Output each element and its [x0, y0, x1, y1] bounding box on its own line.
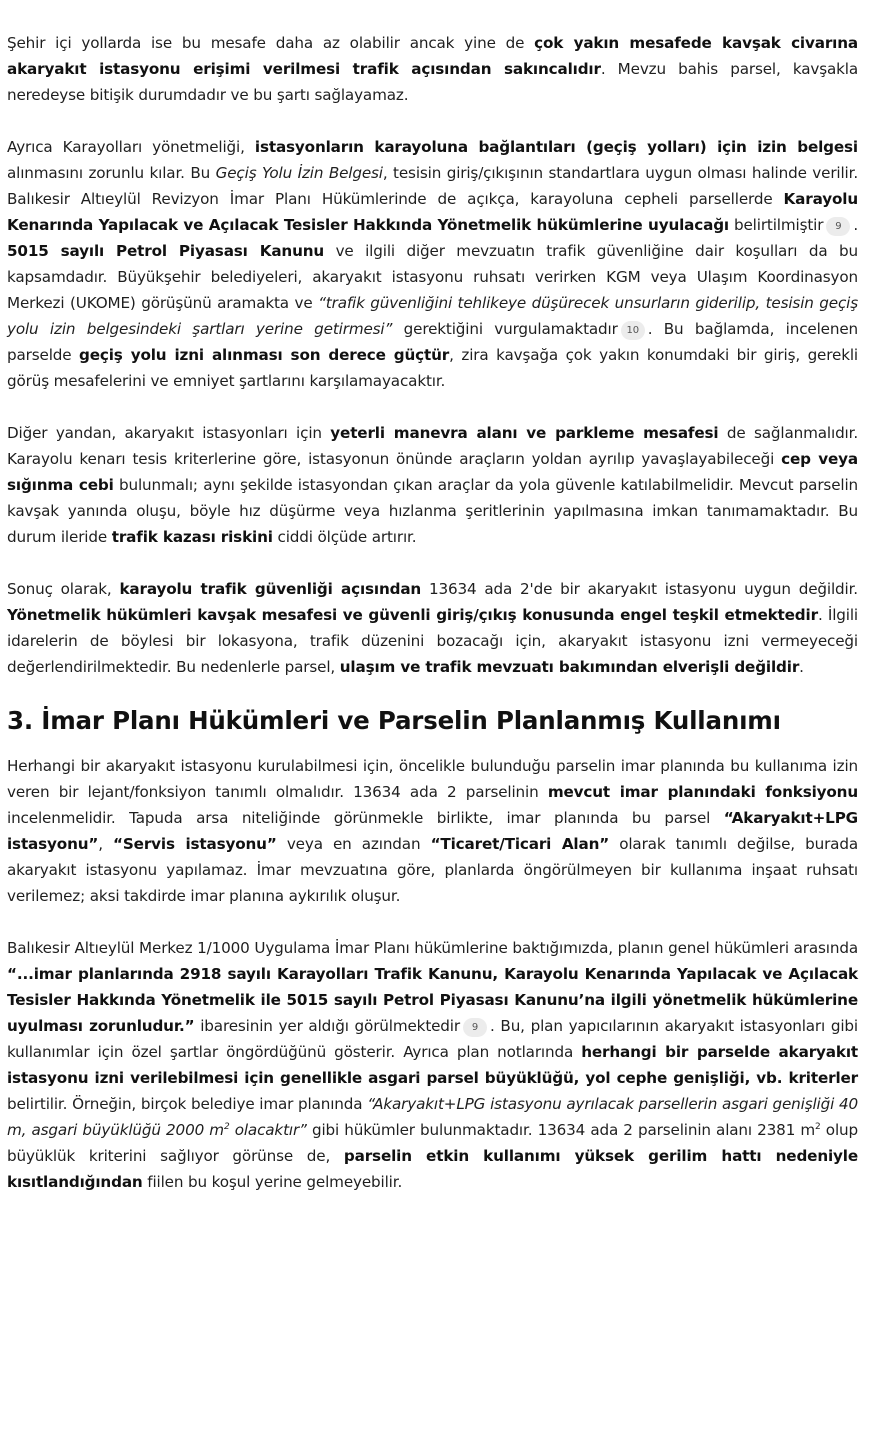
bold-text: geçiş yolu izni alınması son derece güçtür: [79, 346, 450, 364]
citation-badge[interactable]: 9: [826, 217, 850, 236]
bold-text: istasyonların karayoluna bağlantıları (geçiş yolları) için izin belgesi: [254, 138, 858, 156]
text: , zira kavşağa çok yakın konumdaki bir giriş, gerekli görüş mesafelerini ve emniyet şartlarını karşılamayacaktır.: [7, 346, 858, 390]
text: Şehir içi yollarda ise bu mesafe daha az olabilir ancak yine de: [7, 34, 535, 52]
paragraph-3: [7, 420, 858, 550]
text: Herhangi bir akaryakıt istasyonu kurulabilmesi için, öncelikle bulunduğu parselin imar planında bu kullanıma izin veren bir lejant/fonksiyon tanımlı olmalıdır. 13634 ada 2 parselinin: [7, 757, 858, 801]
text: .: [799, 658, 804, 676]
text: ve ilgili diğer mevzuatın trafik güvenliğine dair koşulları da bu kapsamdadır. Büyükşehir belediyeleri, akaryakıt istasyonu ruhsatı verirken KGM veya Ulaşım Koordinasyon Merkezi (UKOME) görüşünü aramakta ve: [7, 242, 858, 312]
bold-quote: “...imar planlarında 2918 sayılı Karayolları Trafik Kanunu, Karayolu Kenarında Yapılacak ve Açılacak Tesisler Hakkında Yönetmelik ile 5015 sayılı Petrol Piyasası Kanunu’na ilgili yönetmelik hükümlerine uyulması zorunludur.”: [7, 965, 858, 1035]
bold-text: 5015 sayılı Petrol Piyasası Kanunu: [7, 242, 325, 260]
text: Sonuç olarak,: [7, 580, 120, 598]
text: , tesisin giriş/çıkışının standartlara uygun olması halinde verilir. Balıkesir Altıeylül Revizyon İmar Planı Hükümlerinde de açıkça, karayoluna cepheli parsellerde: [7, 164, 858, 208]
text: olarak tanımlı değilse, burada akaryakıt istasyonu yapılamaz. İmar mevzuatına göre, planlarda öngörülmeyen bir kullanıma inşaat ruhsatı verilemez; aksi takdirde imar planına aykırılık oluşur.: [7, 835, 858, 905]
paragraph-1: [7, 30, 858, 108]
bold-text: “Ticaret/Ticari Alan”: [430, 835, 610, 853]
bold-text: çok yakın mesafede kavşak civarına akaryakıt istasyonu erişimi verilmesi trafik açısından sakıncalıdır: [7, 34, 858, 78]
text: fiilen bu koşul yerine gelmeyebilir.: [142, 1173, 403, 1191]
text: alınmasını zorunlu kılar. Bu: [7, 164, 216, 182]
text: . Mevzu bahis parsel, kavşakla neredeyse bitişik durumdadır ve bu şartı sağlayamaz.: [7, 60, 858, 104]
text: ibaresinin yer aldığı görülmektedir: [194, 1017, 460, 1035]
text: .: [853, 216, 858, 234]
text: gibi hükümler bulunmaktadır. 13634 ada 2 parselinin alanı 2381 m: [306, 1121, 816, 1139]
text: ,: [98, 835, 114, 853]
paragraph-2: [7, 134, 858, 394]
bold-text: karayolu trafik güvenliği açısından: [119, 580, 422, 598]
text: bulunmalı; aynı şekilde istasyondan çıkan araçlar da yola güvenle katılabilmelidir. Mevcut parselin kavşak yanında oluşu, böyle hız düşürme veya hızlanma şeritlerinin yapılmasına imkan tanımamaktadır. Bu durum ileride: [7, 476, 859, 546]
text: ciddi ölçüde artırır.: [272, 528, 417, 546]
text: . İlgili idarelerin de böylesi bir lokasyona, trafik düzenini bozacağı için, akaryakıt istasyonu izni vermeyeceği değerlendirilmektedir. Bu nedenlerle parsel,: [7, 606, 858, 676]
text: gerektiğini vurgulamaktadır: [392, 320, 618, 338]
bold-text: herhangi bir parselde akaryakıt istasyonu izni verilebilmesi için genellikle asgari parsel büyüklüğü, yol cephe genişliği, vb. kriterler: [7, 1043, 858, 1087]
paragraph-4: [7, 576, 858, 680]
bold-text: ulaşım ve trafik mevzuatı bakımından elverişli değildir: [339, 658, 800, 676]
text: olup büyüklük kriterini sağlıyor görünse de,: [7, 1121, 858, 1165]
text: 13634 ada 2'de bir akaryakıt istasyonu uygun değildir.: [421, 580, 858, 598]
superscript: 2: [815, 1121, 821, 1132]
paragraph-5: [7, 753, 858, 909]
text: . Bu, plan yapıcılarının akaryakıt istasyonları gibi kullanımlar için özel şartlar öngördüğünü gösterir. Ayrıca plan notlarında: [7, 1017, 858, 1061]
bold-text: trafik kazası riskini: [111, 528, 273, 546]
text: belirtilmiştir: [729, 216, 824, 234]
text: Balıkesir Altıeylül Merkez 1/1000 Uygulama İmar Planı hükümlerine baktığımızda, planın genel hükümleri arasında: [7, 939, 858, 957]
italic-text: Geçiş Yolu İzin Belgesi: [215, 164, 383, 182]
text: Ayrıca Karayolları yönetmeliği,: [7, 138, 255, 156]
citation-badge[interactable]: 9: [463, 1018, 487, 1037]
bold-text: mevcut imar planındaki fonksiyonu: [547, 783, 858, 801]
bold-text: parselin etkin kullanımı yüksek gerilim hattı nedeniyle kısıtlandığından: [7, 1147, 858, 1191]
text: belirtilir. Örneğin, birçok belediye imar planında: [7, 1095, 368, 1113]
section-heading: 3. İmar Planı Hükümleri ve Parselin Planlanmış Kullanımı: [7, 706, 781, 735]
paragraph-6: [7, 935, 858, 1195]
bold-text: “Akaryakıt+LPG istasyonu”: [7, 809, 858, 853]
citation-badge[interactable]: 10: [621, 321, 645, 340]
bold-text: Karayolu Kenarında Yapılacak ve Açılacak Tesisler Hakkında Yönetmelik hükümlerine uyulacağı: [7, 190, 858, 234]
superscript: 2: [223, 1121, 230, 1132]
text: olacaktır”: [229, 1121, 307, 1139]
bold-text: Yönetmelik hükümleri kavşak mesafesi ve güvenli giriş/çıkış konusunda engel teşkil etmektedir: [7, 606, 818, 624]
italic-quote: “trafik güvenliğini tehlikeye düşürecek unsurların giderilip, tesisin geçiş yolu izin belgesindeki şartları yerine getirmesi”: [7, 294, 858, 338]
text: incelenmelidir. Tapuda arsa niteliğinde görünmekle birlikte, imar planında bu parsel: [7, 809, 724, 827]
text: Diğer yandan, akaryakıt istasyonları için: [7, 424, 331, 442]
text: . Bu bağlamda, incelenen parselde: [7, 320, 859, 364]
text: veya en azından: [276, 835, 431, 853]
bold-text: “Servis istasyonu”: [113, 835, 277, 853]
text: “Akaryakıt+LPG istasyonu ayrılacak parsellerin asgari genişliği 40 m, asgari büyüklüğü 2000 m: [7, 1095, 858, 1139]
bold-text: yeterli manevra alanı ve parkleme mesafesi: [330, 424, 719, 442]
text: de sağlanmalıdır. Karayolu kenarı tesis kriterlerine göre, istasyonun önünde araçların yoldan ayrılıp yavaşlayabileceği: [7, 424, 859, 468]
bold-text: cep veya sığınma cebi: [7, 450, 858, 494]
